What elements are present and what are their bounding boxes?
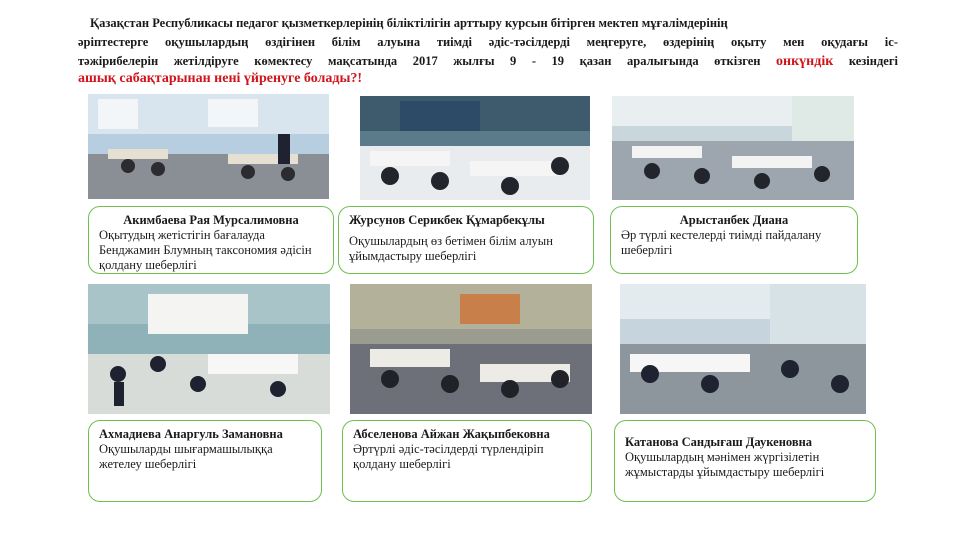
classroom-photo-5 xyxy=(350,284,592,414)
teacher-card-6 xyxy=(614,420,876,502)
teacher-card-1 xyxy=(88,206,334,274)
teacher-name: Арыстанбек Диана xyxy=(679,213,789,227)
header-line-3: тәжірибелерін жетілдіруге көмектесу мақсатында 2017 жылғы 9 - 19 қазан аралығында өткізген онкүндік кезіндегі xyxy=(78,54,898,69)
header-highlight: онкүндік xyxy=(776,54,834,69)
teacher-name: Катанова Сандығаш Даукеновна xyxy=(625,435,813,449)
header-question: ашық сабақтарынан нені үйренуге болады?! xyxy=(78,71,363,86)
header-line-1: Қазақстан Республикасы педагог қызметкерлерінің біліктілігін арттыру курсын бітірген мектеп мұғалімдерінің xyxy=(90,16,728,30)
classroom-photo-6 xyxy=(620,284,866,414)
classroom-photo-2 xyxy=(360,96,590,200)
teacher-skill: Әртүрлі әдіс-тәсілдерді түрлендіріп қолдану шеберлігі xyxy=(353,442,544,471)
header-line-2: әріптестерге оқушылардың өздігінен білім алуына тиімді әдіс-тәсілдерді меңгеруге, өздерінің оқыту мен оқудағы іс- xyxy=(78,35,898,49)
teacher-skill: Оқушылардың мәнімен жүргізілетін жұмыстарды ұйымдастыру шеберлігі xyxy=(625,450,825,479)
classroom-photo-4 xyxy=(88,284,330,414)
teacher-skill: Оқытудың жетістігін бағалауда Бенджамин Блумның таксономия әдісін қолдану шеберлігі xyxy=(99,228,312,272)
teacher-name: Абселенова Айжан Жақыпбековна xyxy=(353,427,550,441)
teacher-card-3 xyxy=(610,206,858,274)
teacher-card-2 xyxy=(338,206,594,274)
teacher-skill: Оқушыларды шығармашылыққа жетелеу шеберлігі xyxy=(99,442,273,471)
page-header xyxy=(78,14,898,88)
teacher-card-5 xyxy=(342,420,592,502)
teacher-skill: Оқушылардың өз бетімен білім алуын ұйымдастыру шеберлігі xyxy=(349,234,553,263)
classroom-photo-3 xyxy=(612,96,854,200)
classroom-photo-1 xyxy=(88,94,329,199)
teacher-card-4 xyxy=(88,420,322,502)
teacher-name: Журсунов Серикбек Құмарбекұлы xyxy=(349,213,545,227)
teacher-name: Ахмадиева Анаргуль Замановна xyxy=(99,427,283,441)
teacher-skill: Әр түрлі кестелерді тиімді пайдалану шеберлігі xyxy=(621,228,822,257)
teacher-name: Акимбаева Рая Мурсалимовна xyxy=(123,213,299,227)
